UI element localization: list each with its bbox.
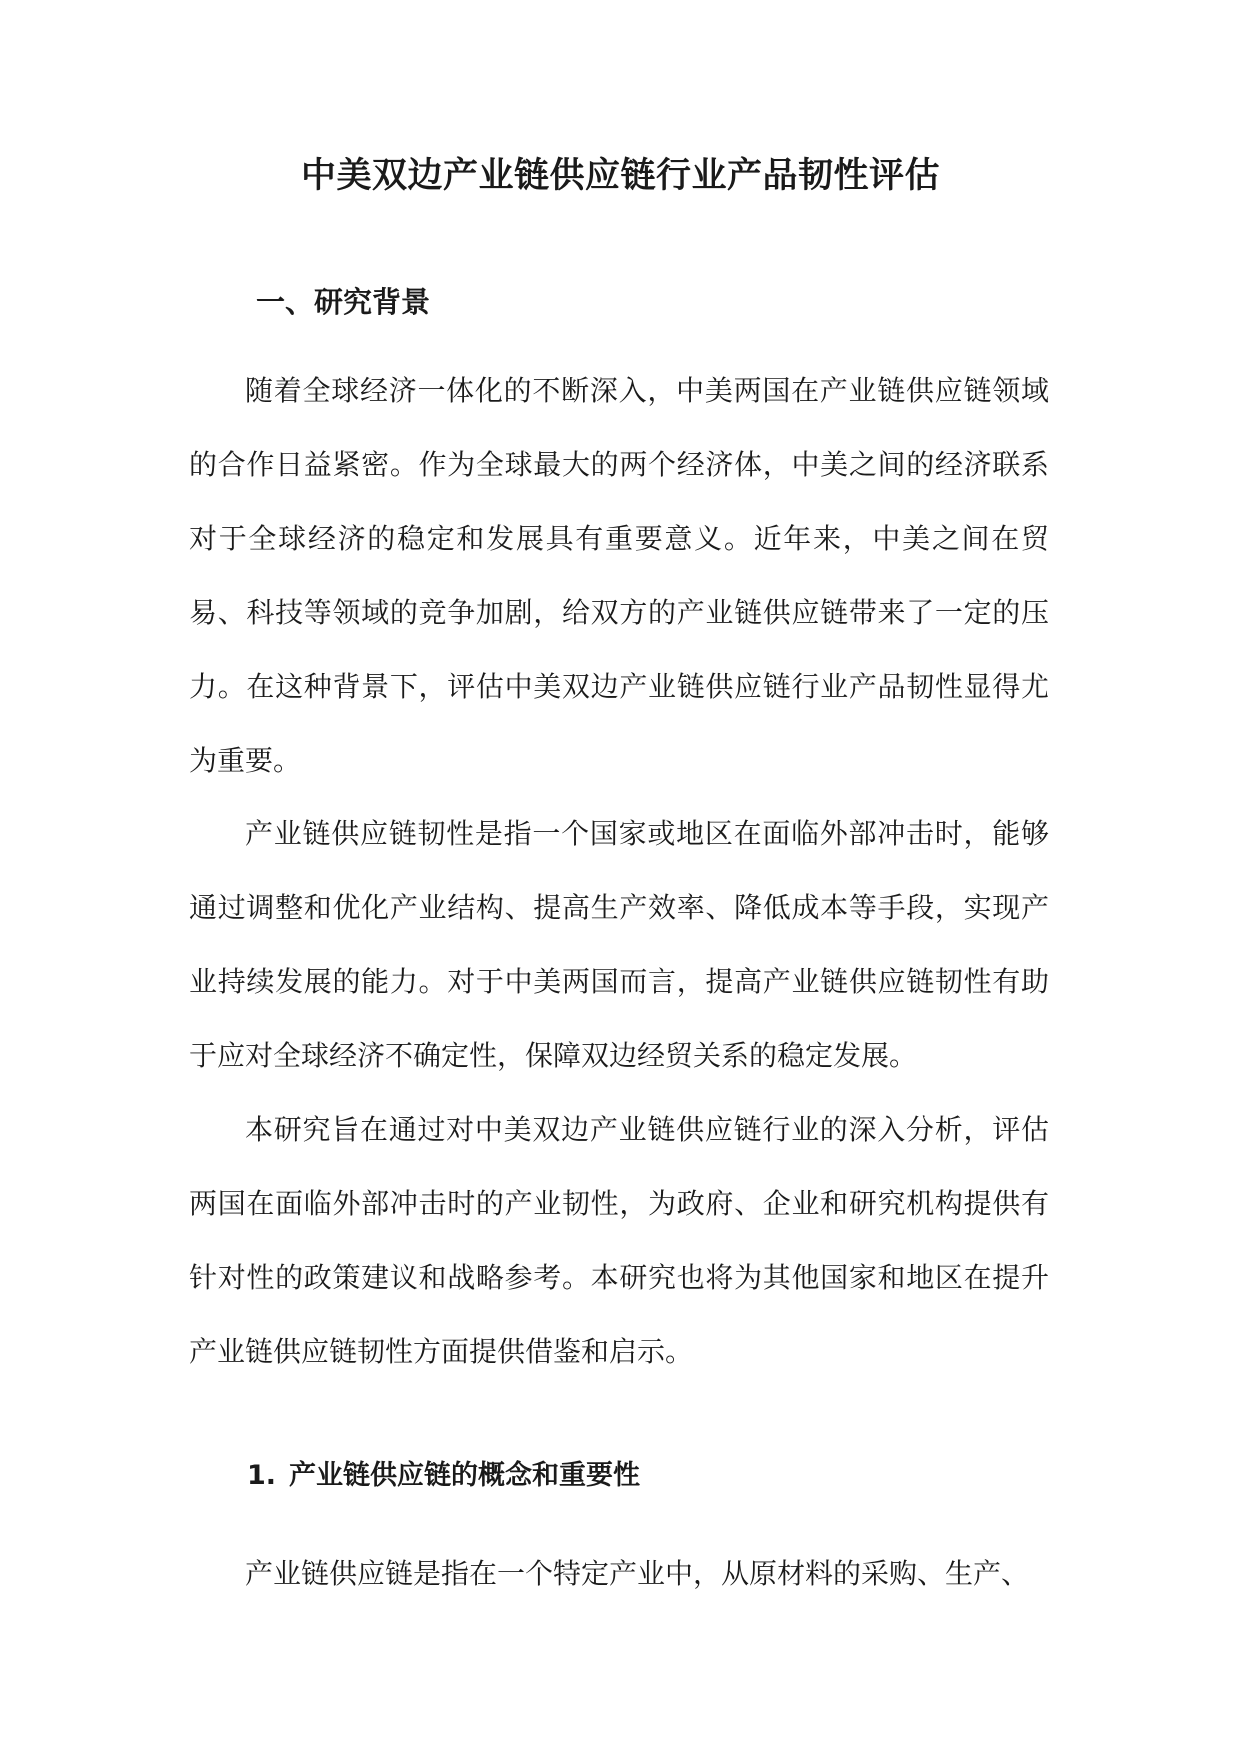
paragraph: 随着全球经济一体化的不断深入，中美两国在产业链供应链领域的合作日益紧密。作为全球最大的两个经济体，中美之间的经济联系对于全球经济的稳定和发展具有重要意义。近年来，中美之间在贸易、科技等领域的竞争加剧，给双方的产业链供应链带来了一定的压力。在这种背景下，评估中美双边产业链供应链行业产品韧性显得尤为重要。 [189,374,1049,777]
paragraph: 产业链供应链韧性是指一个国家或地区在面临外部冲击时，能够通过调整和优化产业结构、提高生产效率、降低成本等手段，实现产业持续发展的能力。对于中美两国而言，提高产业链供应链韧性有助于应对全球经济不确定性，保障双边经贸关系的稳定发展。 [189,817,1049,1072]
subsection-heading [247,1456,640,1496]
subsection-title: 产业链供应链的概念和重要性 [289,1460,640,1491]
paragraph: 产业链供应链是指在一个特定产业中，从原材料的采购、生产、 [245,1557,1030,1590]
paragraph: 本研究旨在通过对中美双边产业链供应链行业的深入分析，评估两国在面临外部冲击时的产业韧性，为政府、企业和研究机构提供有针对性的政策建议和战略参考。本研究也将为其他国家和地区在提升产业链供应链韧性方面提供借鉴和启示。 [189,1113,1049,1368]
subsection-number: 1. [247,1460,277,1491]
document-title: 中美双边产业链供应链行业产品韧性评估 [300,156,940,196]
section-heading-research-background: 一、研究背景 [256,285,431,319]
